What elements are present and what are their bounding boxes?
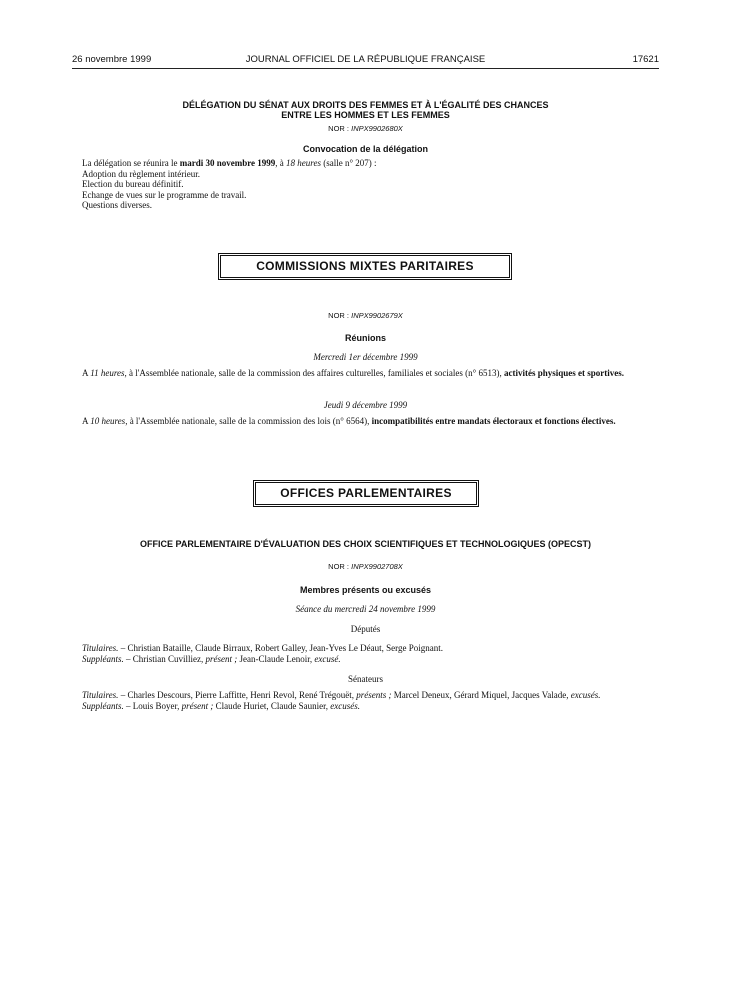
cmp-heading: Réunions: [344, 333, 386, 343]
cmp-paragraph-2: [72, 416, 659, 427]
deputes-list: [72, 643, 659, 664]
status: excusés.: [330, 700, 360, 711]
header-page-number: 17621: [632, 54, 659, 65]
p-text: A: [82, 368, 91, 378]
delegation-nor: [72, 124, 659, 133]
agenda-item: Election du bureau définitif.: [82, 179, 184, 189]
status: présents ;: [356, 690, 392, 700]
nor-code: INPX9902679X: [351, 311, 403, 320]
cmp-nor: [72, 311, 659, 320]
names: Marcel Deneux, Gérard Miquel, Jacques Valade,: [391, 690, 571, 700]
names: Claude Huriet, Claude Saunier,: [213, 700, 331, 711]
nor-prefix: NOR :: [328, 311, 350, 320]
role-label: Suppléants.: [82, 700, 124, 711]
senateurs-suppleants: [72, 701, 659, 712]
p-subject: activités physiques et sportives.: [503, 368, 624, 378]
delegation-title-line2: ENTRE LES HOMMES ET LES FEMMES: [281, 110, 450, 120]
delegation-title-line1: DÉLÉGATION DU SÉNAT AUX DROITS DES FEMMES ET À L'ÉGALITÉ DES CHANCES: [182, 100, 549, 110]
offices-box: [253, 480, 479, 507]
role-label: Suppléants.: [82, 653, 124, 664]
p-text: , à l'Assemblée nationale, salle de la commission des lois (n° 6564),: [125, 416, 372, 426]
opecst-seance: Séance du mercredi 24 novembre 1999: [295, 604, 436, 614]
cmp-date-1: Mercredi 1er décembre 1999: [313, 352, 418, 362]
deputes-titulaires: [72, 643, 659, 654]
header-journal-title: JOURNAL OFFICIEL DE LA RÉPUBLIQUE FRANÇAISE: [245, 54, 486, 65]
intro-time: 18 heures: [286, 158, 321, 168]
intro-text: , à: [275, 158, 287, 168]
delegation-title: [72, 100, 659, 120]
deputes-label: Députés: [350, 624, 381, 634]
delegation-body: [72, 158, 659, 211]
senateurs-titulaires: [72, 690, 659, 701]
names: – Charles Descours, Pierre Laffitte, Henri Revol, René Trégouët,: [118, 690, 357, 700]
p-text: , à l'Assemblée nationale, salle de la commission des affaires culturelles, familiales et sociales (n° 6513),: [124, 368, 504, 378]
opecst-title: OFFICE PARLEMENTAIRE D'ÉVALUATION DES CHOIX SCIENTIFIQUES ET TECHNOLOGIQUES (OPECST): [140, 539, 591, 549]
senateurs-label: Sénateurs: [348, 674, 383, 684]
status: excusé.: [314, 653, 341, 664]
intro-date: mardi 30 novembre 1999: [179, 158, 276, 168]
cmp-box-title: COMMISSIONS MIXTES PARITAIRES: [220, 255, 510, 278]
cmp-box: [218, 253, 512, 280]
agenda-item: Echange de vues sur le programme de travail.: [82, 189, 247, 200]
role-label: Titulaires.: [82, 643, 119, 653]
offices-box-title: OFFICES PARLEMENTAIRES: [255, 482, 477, 505]
opecst-heading: Membres présents ou excusés: [299, 585, 432, 595]
names: Jean-Claude Lenoir,: [237, 653, 315, 664]
agenda-item: Questions diverses.: [82, 200, 152, 210]
intro-room: (salle n° 207) :: [320, 158, 377, 168]
agenda-item: Adoption du règlement intérieur.: [82, 168, 200, 179]
cmp-paragraph-1: [72, 368, 659, 379]
names: – Christian Bataille, Claude Birraux, Robert Galley, Jean-Yves Le Déaut, Serge Poignant.: [118, 643, 443, 653]
delegation-heading: Convocation de la délégation: [302, 144, 428, 154]
p-subject: incompatibilités entre mandats électoraux et fonctions électives.: [371, 416, 616, 426]
status: présent ;: [205, 653, 238, 664]
p-time: 10 heures: [90, 416, 126, 426]
p-text: A: [82, 416, 91, 426]
status: présent ;: [181, 700, 214, 711]
deputes-suppleants: [72, 654, 659, 665]
names: – Louis Boyer,: [123, 700, 182, 711]
cmp-date-2: Jeudi 9 décembre 1999: [323, 400, 408, 410]
nor-code: INPX9902708X: [351, 562, 403, 571]
header-rule: [72, 68, 659, 69]
names: – Christian Cuvilliez,: [123, 653, 206, 664]
nor-prefix: NOR :: [328, 562, 350, 571]
intro-text: La délégation se réunira le: [82, 158, 180, 168]
header-date: 26 novembre 1999: [72, 54, 152, 65]
p-time: 11 heures: [90, 368, 125, 378]
senateurs-list: [72, 690, 659, 711]
delegation-intro: [72, 158, 659, 169]
opecst-nor: [72, 562, 659, 571]
status: excusés.: [570, 690, 601, 700]
nor-prefix: NOR :: [328, 124, 350, 133]
role-label: Titulaires.: [82, 690, 119, 700]
nor-code: INPX9902680X: [351, 124, 403, 133]
